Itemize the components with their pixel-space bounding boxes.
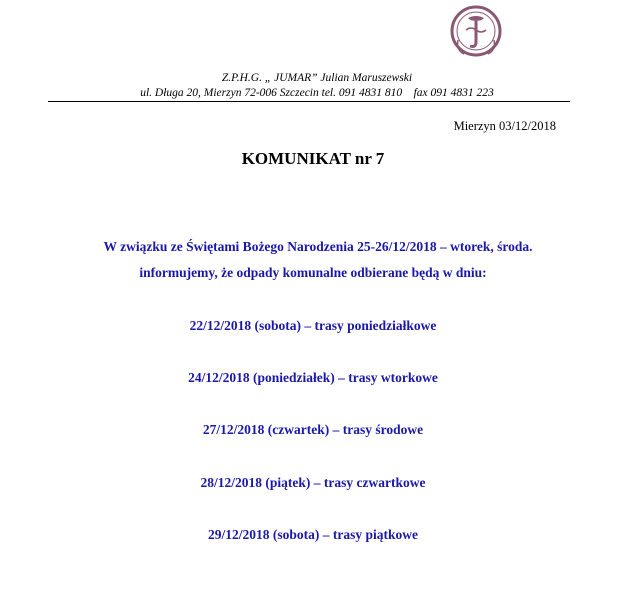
company-name: Z.P.H.G. „ JUMAR” Julian Maruszewski: [221, 72, 413, 84]
document-title: KOMUNIKAT nr 7: [241, 149, 385, 168]
schedule-item: 22/12/2018 (sobota) – trasy poniedziałkowe: [189, 318, 437, 333]
schedule-item: 24/12/2018 (poniedziałek) – trasy wtorkowe: [188, 370, 438, 385]
schedule-item: 29/12/2018 (sobota) – trasy piątkowe: [208, 527, 418, 542]
intro-line-2: informujemy, że odpady komunalne odbierane będą w dniu:: [139, 265, 487, 280]
schedule-item: 27/12/2018 (czwartek) – trasy środowe: [202, 422, 424, 437]
intro-line-1: W związku ze Świętami Bożego Narodzenia 25-26/12/2018 – wtorek, środa.: [103, 239, 533, 254]
document-date: Mierzyn 03/12/2018: [453, 119, 556, 133]
header-divider: [48, 101, 570, 102]
schedule-item: 28/12/2018 (piątek) – trasy czwartkowe: [200, 475, 426, 490]
company-emblem-icon: [446, 0, 506, 62]
company-address: ul. Długa 20, Mierzyn 72-006 Szczecin tel. 091 4831 810 fax 091 4831 223: [140, 87, 494, 99]
